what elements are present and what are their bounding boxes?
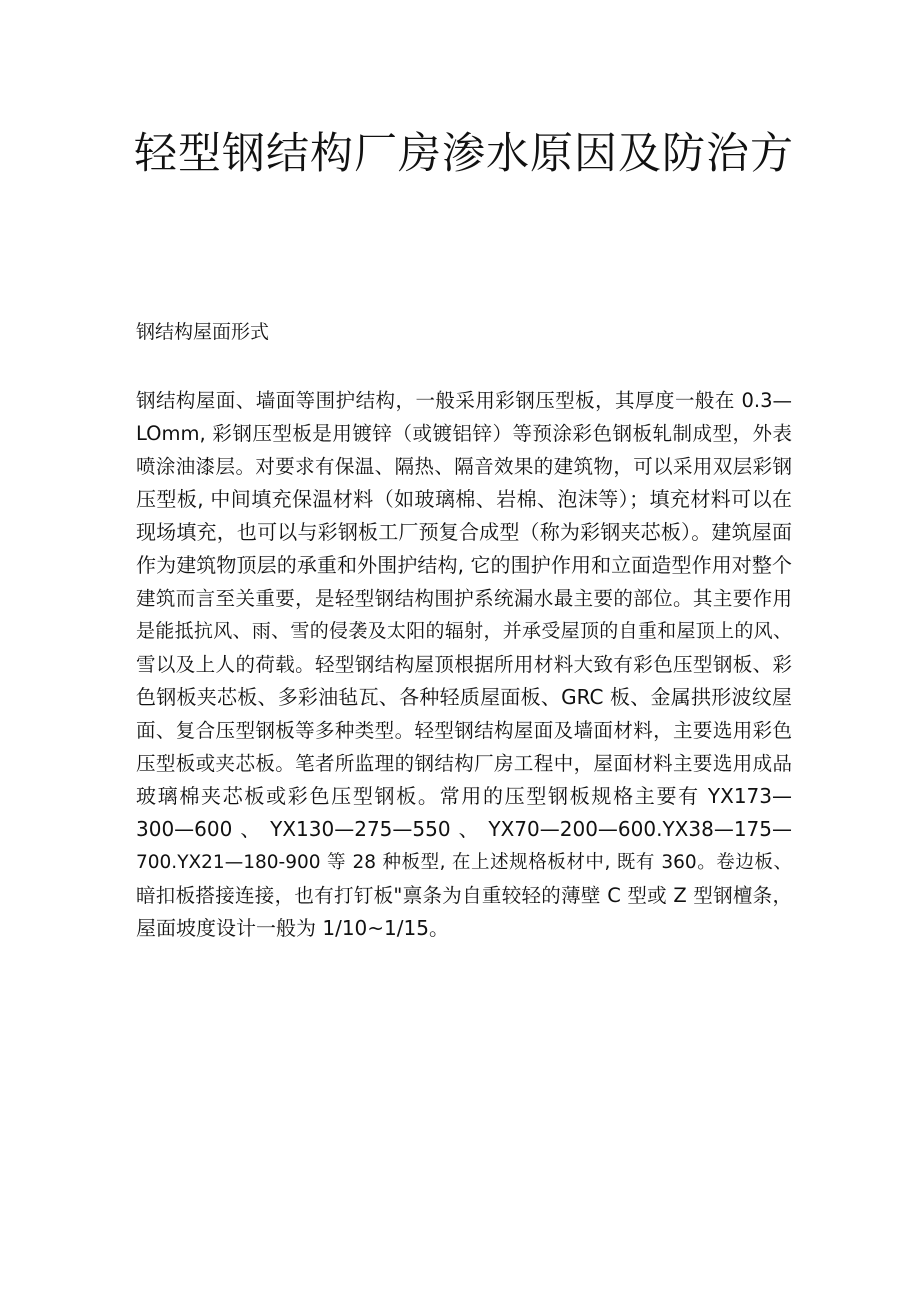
paragraph-line: 喷涂油漆层。对要求有保温、隔热、隔音效果的建筑物，可以采用双层彩钢	[136, 455, 792, 478]
paragraph-line: 面、复合压型钢板等多种类型。轻型钢结构屋面及墙面材料，主要选用彩色	[136, 719, 792, 742]
paragraph-line: 雪以及上人的荷载。轻型钢结构屋顶根据所用材料大致有彩色压型钢板、彩	[136, 653, 792, 676]
document-title: 轻型钢结构厂房渗水原因及防治方	[134, 129, 794, 179]
paragraph-line: 300—600 、 YX130—275—550 、 YX70—200—600.YX38—175—	[136, 817, 792, 841]
paragraph-line: 压型板或夹芯板。笔者所监理的钢结构厂房工程中，屋面材料主要选用成品	[136, 752, 792, 775]
paragraph-line: 暗扣板搭接连接，也有打钉板"禀条为自重较轻的薄壁 C 型或 Z 型钢檀条，	[136, 884, 792, 907]
paragraph-line: 玻璃棉夹芯板或彩色压型钢板。常用的压型钢板规格主要有 YX173—	[136, 784, 792, 808]
paragraph-line: 作为建筑物顶层的承重和外围护结构, 它的围护作用和立面造型作用对整个	[136, 553, 792, 577]
paragraph-line: 钢结构屋面、墙面等围护结构，一般采用彩钢压型板，其厚度一般在 0.3—	[136, 389, 792, 412]
paragraph-line: 建筑而言至关重要，是轻型钢结构围护系统漏水最主要的部位。其主要作用	[136, 587, 792, 610]
section-heading: 钢结构屋面形式	[136, 321, 270, 343]
paragraph-line: 色钢板夹芯板、多彩油毡瓦、各种轻质屋面板、GRC 板、金属拱形波纹屋	[136, 685, 792, 709]
paragraph-line: 700.YX21—180-900 等 28 种板型, 在上述规格板材中, 既有 360。卷边板、	[136, 852, 792, 873]
body-paragraph	[136, 384, 792, 945]
paragraph-line: 压型板, 中间填充保温材料（如玻璃棉、岩棉、泡沫等）；填充材料可以在	[136, 487, 792, 511]
paragraph-line: 现场填充，也可以与彩钢板工厂预复合成型（称为彩钢夹芯板）。建筑屋面	[136, 520, 792, 544]
paragraph-line: 屋面坡度设计一般为 1/10~1/15。	[136, 916, 449, 940]
paragraph-line: 是能抵抗风、雨、雪的侵袭及太阳的辐射，并承受屋顶的自重和屋顶上的风、	[136, 620, 792, 642]
paragraph-line: LOmm, 彩钢压型板是用镀锌（或镀铝锌）等预涂彩色钢板轧制成型，外表	[136, 422, 792, 445]
